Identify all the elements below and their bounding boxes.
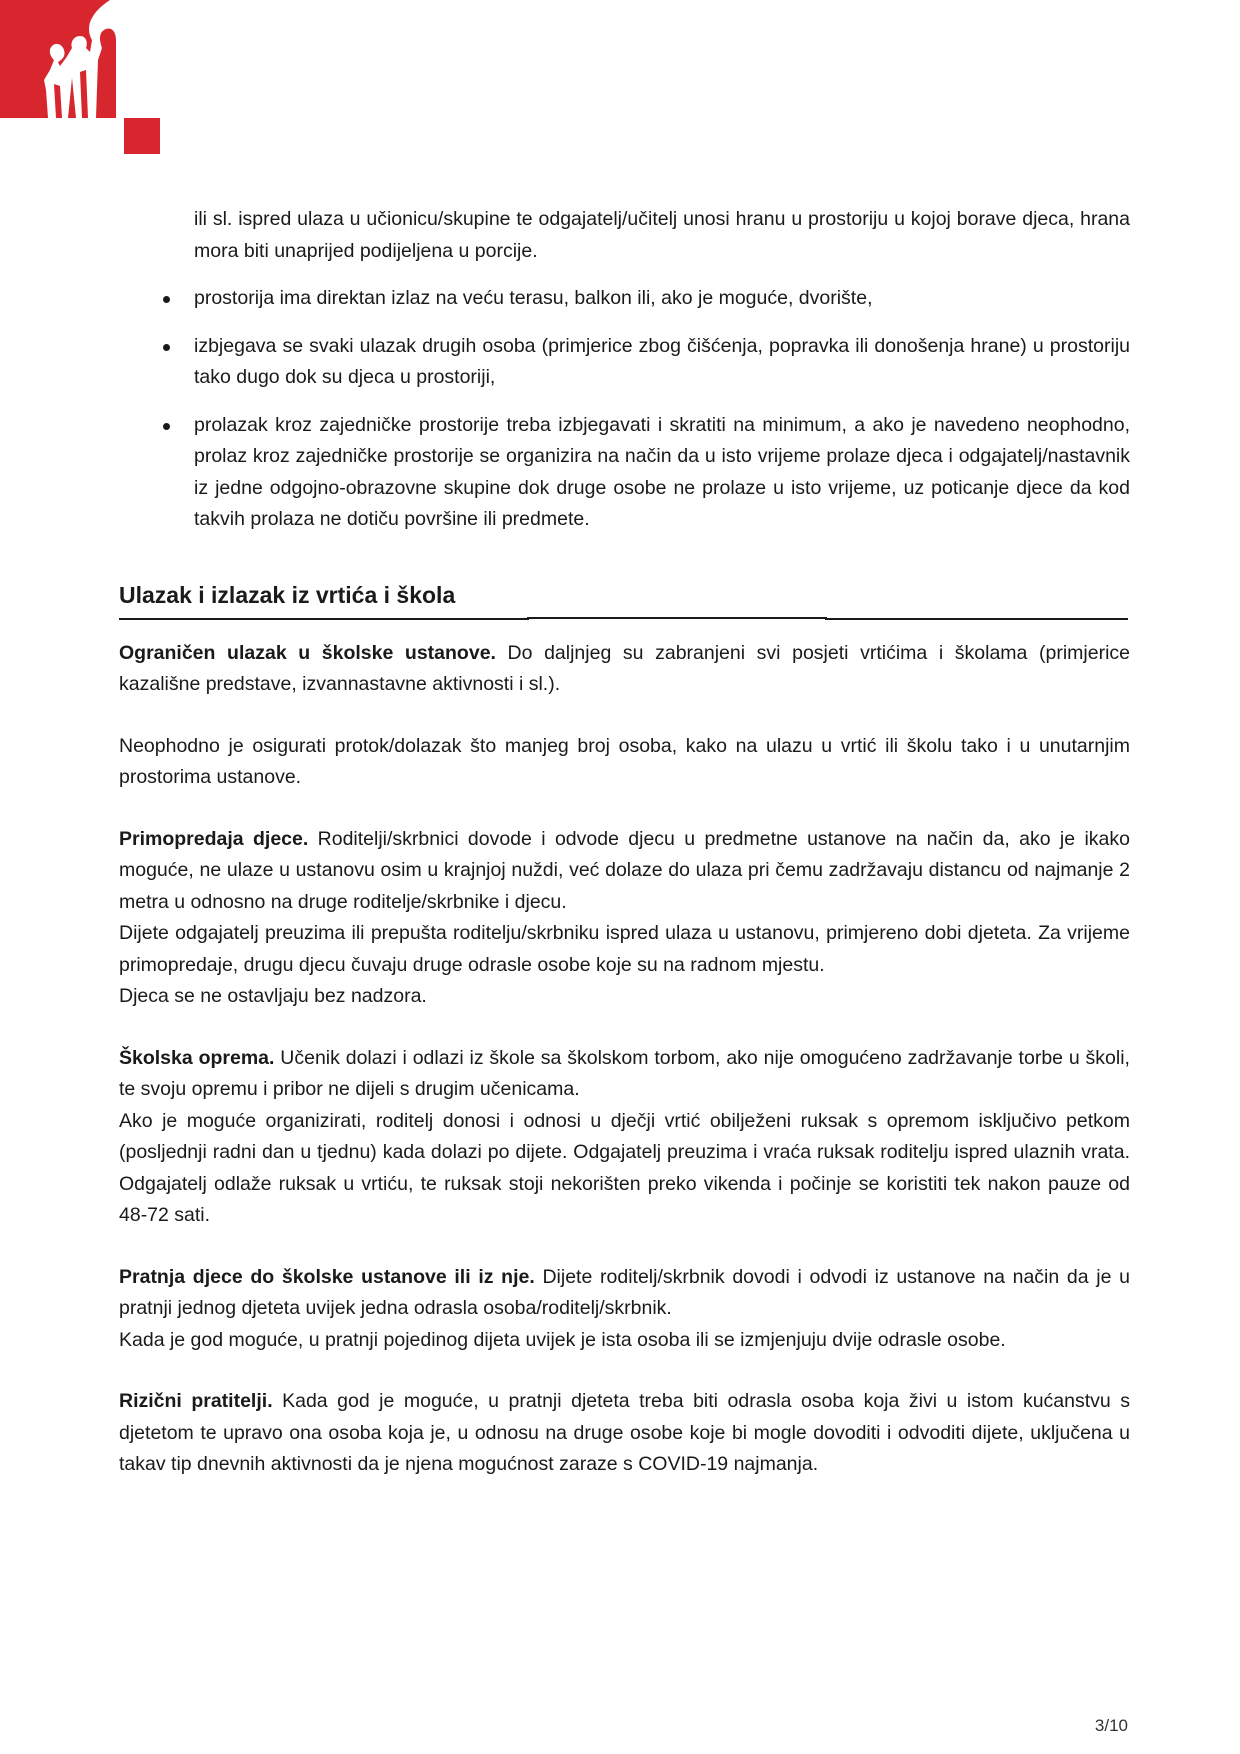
paragraph-restricted-entry: Ograničen ulazak u školske ustanove. Do daljnjeg su zabranjeni svi posjeti vrtićima i školama (primjerice kazališne predstave, izvannastavne aktivnosti i sl.). <box>119 641 1130 695</box>
paragraph-handover-2: Dijete odgajatelj preuzima ili prepušta roditelju/skrbniku ispred ulaza u ustanovu, primjereno dobi djeteta. Za vrijeme primopredaje, drugu djecu čuvaju druge odrasle osobe koje su na radnom mjestu. <box>119 922 1130 976</box>
paragraph-risk-escorts: Rizični pratitelji. Kada god je moguće, u pratnji djeteta treba biti odrasla osoba koja živi u istom kućanstvu s djetetom te upravo ona osoba koja je, u odnosu na druge osobe koje bi mogle dovoditi i odvoditi dijete, uključena u takav tip dnevnih aktivnosti da je njena mogućnost zaraze s COVID-19 najmanja. <box>119 1390 1130 1475</box>
bullet-dot-icon <box>163 296 170 303</box>
logo <box>0 0 170 160</box>
paragraph-equipment-2: Ako je moguće organizirati, roditelj donosi i odnosi u dječji vrtić obilježeni ruksak s opremom isključivo petkom (posljednji radni dan u tjednu) kada dolazi po dijete. Odgajatelj preuzima i vraća ruksak roditelju ispred ulaznih vrata. Odgajatelj odlaže ruksak u vrtiću, te ruksak stoji nekorišten preko vikenda i počinje se koristiti tek nakon pauze od 48-72 sati. <box>119 1109 1130 1226</box>
paragraph-flow: Neophodno je osigurati protok/dolazak što manjeg broj osoba, kako na ulazu u vrtić ili školu tako i u unutarnjim prostorima ustanove. <box>119 734 1130 788</box>
paragraph-handover-3: Djeca se ne ostavljaju bez nadzora. <box>119 985 427 1007</box>
bullet-continuation: ili sl. ispred ulaza u učionicu/skupine te odgajatelj/učitelj unosi hranu u prostoriju u kojoj borave djeca, hrana mora biti unaprijed podijeljena u porcije. <box>194 208 1130 262</box>
page-number: 3/10 <box>1094 1716 1128 1735</box>
bullet-dot-icon <box>163 344 170 351</box>
list-item: izbjegava se svaki ulazak drugih osoba (primjerice zbog čišćenja, popravka ili donošenja hrane) u prostoriju tako dugo dok su djeca u prostoriji, <box>119 331 1130 394</box>
bullet-dot-icon <box>163 423 170 430</box>
list-item: prostorija ima direktan izlaz na veću terasu, balkon ili, ako je moguće, dvorište, <box>119 283 1130 315</box>
paragraph-escort-2: Kada je god moguće, u pratnji pojedinog dijeta uvijek je ista osoba ili se izmjenjuju dvije odrasle osobe. <box>119 1328 1006 1351</box>
bullet-list <box>119 283 1130 536</box>
paragraph-handover: Primopredaja djece. Roditelji/skrbnici dovode i odvode djecu u predmetne ustanove na način da, ako je ikako moguće, ne ulaze u ustanovu osim u krajnjoj nuždi, već dolaze do ulaza pri čemu zadržavaju distancu od najmanje 2 metra u odnosno na druge roditelje/skrbnike i djecu. <box>119 827 1130 913</box>
list-item: prolazak kroz zajedničke prostorije treba izbjegavati i skratiti na minimum, a ako je navedeno neophodno, prolaz kroz zajedničke prostorije se organizira na način da u isto vrijeme prolaze djeca i odgajatelj/nastavnik iz jedne odgojno-obrazovne skupine dok druge osobe ne prolaze u isto vrijeme, uz poticanje djece da kod takvih prolaza ne dotiču površine ili predmete. <box>119 410 1130 536</box>
section-heading: Ulazak i izlazak iz vrtića i škola <box>119 581 456 608</box>
document-body <box>119 204 1130 1481</box>
heading-rule <box>119 610 1130 624</box>
paragraph-escort: Pratnja djece do školske ustanove ili iz nje. Dijete roditelj/skrbnik dovodi i odvodi iz ustanove na način da je u pratnji jednog djeteta uvijek jedna odrasla osoba/roditelj/skrbnik. <box>119 1265 1130 1319</box>
paragraph-equipment: Školska oprema. Učenik dolazi i odlazi iz škole sa školskom torbom, ako nije omogućeno zadržavanje torbe u školi, te svoju opremu i pribor ne dijeli s drugim učenicama. <box>119 1046 1130 1100</box>
